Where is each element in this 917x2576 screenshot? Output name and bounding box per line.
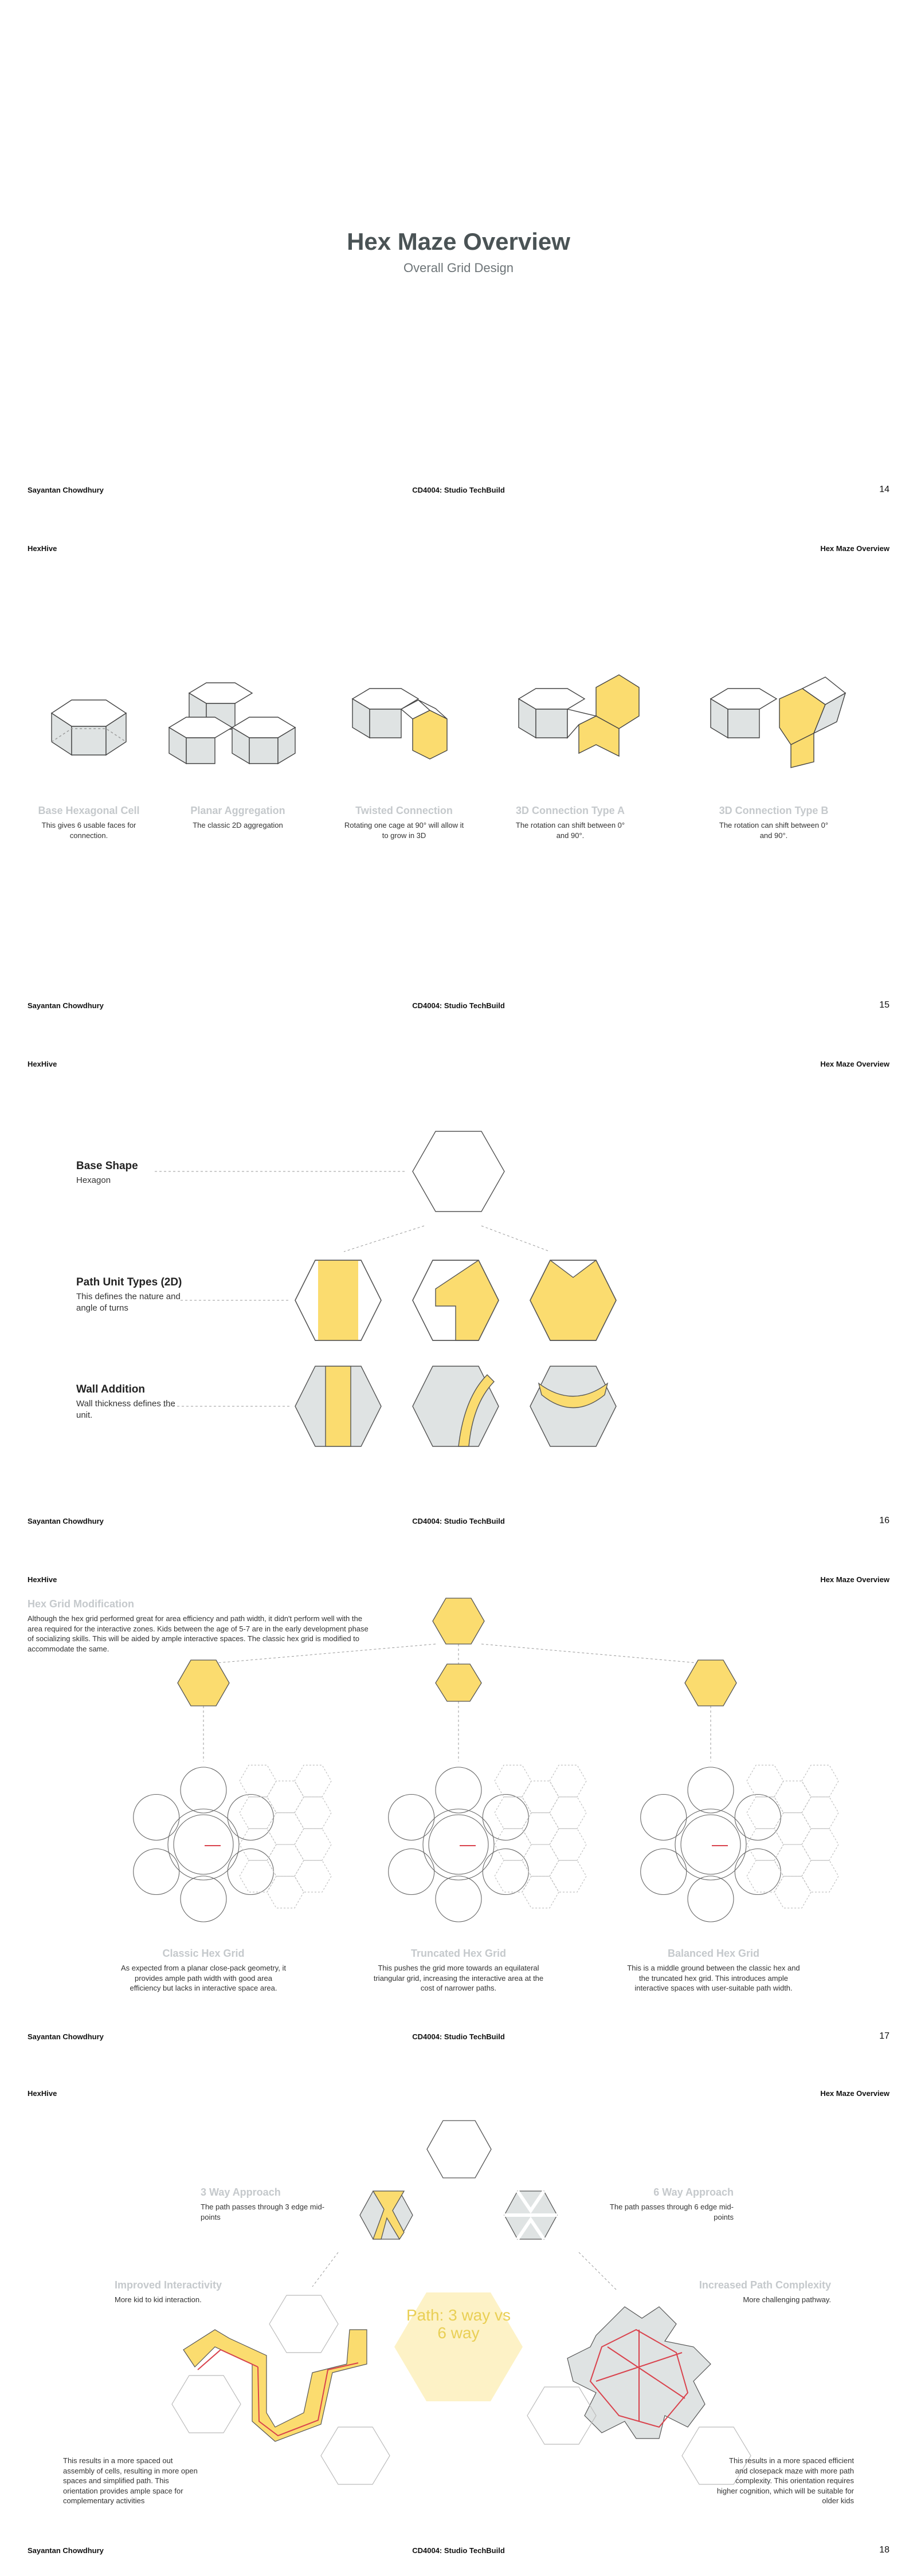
label-title: Wall Addition [76,1383,145,1395]
caption-title: Base Hexagonal Cell [38,805,140,816]
footer-course: CD4004: Studio TechBuild [412,2032,505,2041]
grid-hex-cell [747,1828,783,1860]
label-desc: The path passes through 6 edge mid-points [609,2203,734,2221]
3d-connection-a-drawing [519,675,639,756]
footer-author: Sayantan Chowdhury [28,2032,104,2041]
caption-desc: This gives 6 usable faces for connection. [41,821,136,840]
grid-ring [675,1809,746,1880]
page-number: 16 [879,1516,889,1525]
page-subtitle: Overall Grid Design [403,261,514,275]
footer-course: CD4004: Studio TechBuild [412,1517,505,1525]
header-section: Hex Maze Overview [820,544,889,553]
header-section: Hex Maze Overview [820,2089,889,2098]
grid-hex-cell [267,1845,304,1876]
label-three-way [201,2186,327,2222]
footer-course: CD4004: Studio TechBuild [412,2546,505,2555]
grid-hex-cell [267,1781,304,1813]
base-hex-cell-drawing [52,700,126,755]
grid-petal [389,1849,434,1895]
grid-hex-cell [550,1828,586,1860]
grid-hex-cell [802,1797,838,1828]
slide-hex-cells [0,516,917,1031]
grid-hex-cell [495,1797,531,1828]
caption-desc: Rotating one cage at 90° will allow it to grow in 3D [344,821,464,840]
caption-planar [178,805,298,831]
caption-title: 3D Connection Type A [515,805,625,816]
caption-title: Balanced Hex Grid [667,1948,760,1959]
caption-balanced-grid [625,1948,802,1993]
caption-desc: The rotation can shift between 0° and 90°. [515,821,625,840]
grid-petal [134,1849,179,1895]
caption-3d-a [510,805,630,840]
grid-hex-cell [495,1861,531,1892]
header-section: Hex Maze Overview [820,1575,889,1584]
page-number: 18 [879,2545,889,2555]
grid-hex-cell [522,1876,559,1908]
caption-title: Classic Hex Grid [162,1948,245,1959]
caption-title: Truncated Hex Grid [410,1948,507,1959]
grid-ring [174,1815,233,1874]
grid-hex-cell [774,1876,811,1908]
label-title: Path Unit Types (2D) [76,1276,182,1288]
grid-petal [134,1795,179,1840]
caption-title: 3D Connection Type B [719,805,829,816]
grid-hex-cell [522,1813,559,1845]
grid-ring [423,1809,494,1880]
caption-desc: This pushes the grid more towards an equilateral triangular grid, increasing the interactive area at the cost of narrower paths. [373,1964,544,1993]
grid-hex-cell [550,1765,586,1797]
grid-hex-cell [522,1781,559,1813]
grid-petal [228,1795,273,1840]
label-wall-addition [76,1383,179,1421]
grid-petal [688,1876,734,1922]
page-title: Hex Maze Overview [347,228,570,255]
header-project: HexHive [28,2089,57,2098]
base-hexagon [413,1131,504,1212]
planar-aggregation-drawing [169,683,295,764]
grid-petal [228,1849,273,1895]
footer-course: CD4004: Studio TechBuild [412,486,505,494]
grid-petal [181,1767,226,1813]
path-comparison-label: Path: 3 way vs 6 way [406,2306,511,2342]
label-desc: Wall thickness defines the unit. [76,1399,175,1420]
label-title: Improved Interactivity [115,2279,222,2291]
label-title: 6 Way Approach [653,2186,734,2198]
grid-petal [436,1876,481,1922]
footer-author: Sayantan Chowdhury [28,1001,104,1010]
caption-classic-grid [120,1948,287,1993]
label-interactivity [115,2279,287,2305]
label-desc: Hexagon [76,1175,111,1185]
hex-cell-illustrations [0,516,917,1031]
grid-petal [483,1795,528,1840]
grid-hex-cell [295,1861,331,1892]
label-title: 3 Way Approach [201,2186,281,2198]
grid-hex-cell [802,1765,838,1797]
caption-desc: The rotation can shift between 0° and 90°. [719,821,829,840]
caption-title: Twisted Connection [355,805,453,816]
page-number: 15 [879,1000,889,1010]
intro-title: Hex Grid Modification [28,1598,135,1610]
grid-hex-cell [774,1845,811,1876]
label-desc: This defines the nature and angle of turns [76,1292,181,1313]
grid-hex-cell [802,1828,838,1860]
slide-path-comparison [0,2060,917,2576]
grid-hex-cell [747,1861,783,1892]
label-complexity [659,2279,831,2305]
header-project: HexHive [28,1060,57,1068]
grid-hex-cell [495,1765,531,1797]
caption-base-cell [29,805,149,840]
caption-desc: This is a middle ground between the classic hex and the truncated hex grid. This introduces ample interactive spaces with user-suitable path width. [627,1964,800,1993]
grid-ring [429,1815,488,1874]
footer-author: Sayantan Chowdhury [28,1517,104,1525]
three-way-maze [172,2295,390,2484]
grid-hex-cell [495,1828,531,1860]
footer-author: Sayantan Chowdhury [28,486,104,494]
grid-petal [483,1849,528,1895]
caption-desc: As expected from a planar close-pack geometry, it provides ample path width with good area efficiency but lacks in interactive space area. [120,1964,287,1993]
footer-course: CD4004: Studio TechBuild [412,1001,505,1010]
grid-petal [181,1876,226,1922]
grid-hex-cell [774,1781,811,1813]
label-desc: More challenging pathway. [743,2295,831,2304]
grid-hex-cell [267,1813,304,1845]
grid-hex-cell [240,1797,276,1828]
grid-hex-cell [240,1765,276,1797]
note-three-way: This results in a more spaced out assembly of cells, resulting in more open spaces and simplified path. This orientation provides ample space for complementary activities [63,2456,198,2506]
label-base-shape [76,1160,138,1186]
grid-hex-cell [522,1845,559,1876]
grid-hex-cell [295,1765,331,1797]
footer-author: Sayantan Chowdhury [28,2546,104,2555]
grid-petal [641,1795,687,1840]
caption-twisted [344,805,464,840]
grid-hex-cell [802,1861,838,1892]
label-six-way [608,2186,734,2222]
label-desc: More kid to kid interaction. [115,2295,202,2304]
intro-desc: Although the hex grid performed great for area efficiency and path width, it didn't perform well with the area required for the interactive zones. Kids between the age of 5-7 are in the early development phase of socializing skills. This will be aided by ample interactive spaces. The classic hex grid is modified to accommodate the same. [28,1614,369,1653]
grid-hex-cell [295,1797,331,1828]
grid-ring [681,1815,740,1874]
caption-3d-b [714,805,834,840]
label-path-units [76,1276,185,1313]
header-section: Hex Maze Overview [820,1060,889,1068]
grid-hex-cell [747,1765,783,1797]
grid-petal [641,1849,687,1895]
slide-title [0,0,917,516]
label-title: Increased Path Complexity [699,2279,831,2291]
top-hexagon [427,2121,491,2178]
grid-hex-cell [240,1861,276,1892]
grid-petal [735,1849,781,1895]
header-project: HexHive [28,544,57,553]
grid-hex-cell [240,1828,276,1860]
caption-title: Planar Aggregation [190,805,285,816]
grid-hex-cell [550,1797,586,1828]
grid-hex-cell [550,1861,586,1892]
grid-petal [436,1767,481,1813]
header-project: HexHive [28,1575,57,1584]
grid-petal [735,1795,781,1840]
twisted-connection-drawing [352,689,447,759]
caption-truncated-grid [373,1948,544,1993]
grid-hex-cell [774,1813,811,1845]
note-six-way: This results in a more spaced efficient and closepack maze with more path complexity. This orientation requires higher cognition, which will be suitable for older kids [716,2456,854,2506]
caption-desc: The classic 2D aggregation [193,821,283,829]
grid-hex-cell [747,1797,783,1828]
grid-hex-cell [295,1828,331,1860]
slide-grid-modification [0,1547,917,2062]
slide-path-units [0,1031,917,1547]
label-desc: The path passes through 3 edge mid-points [201,2203,325,2221]
grid-ring [168,1809,239,1880]
page-number: 17 [879,2031,889,2041]
label-title: Base Shape [76,1160,138,1172]
page-number: 14 [879,485,889,494]
grid-petal [688,1767,734,1813]
grid-petal [389,1795,434,1840]
3d-connection-b-drawing [711,677,845,768]
grid-hex-cell [267,1876,304,1908]
